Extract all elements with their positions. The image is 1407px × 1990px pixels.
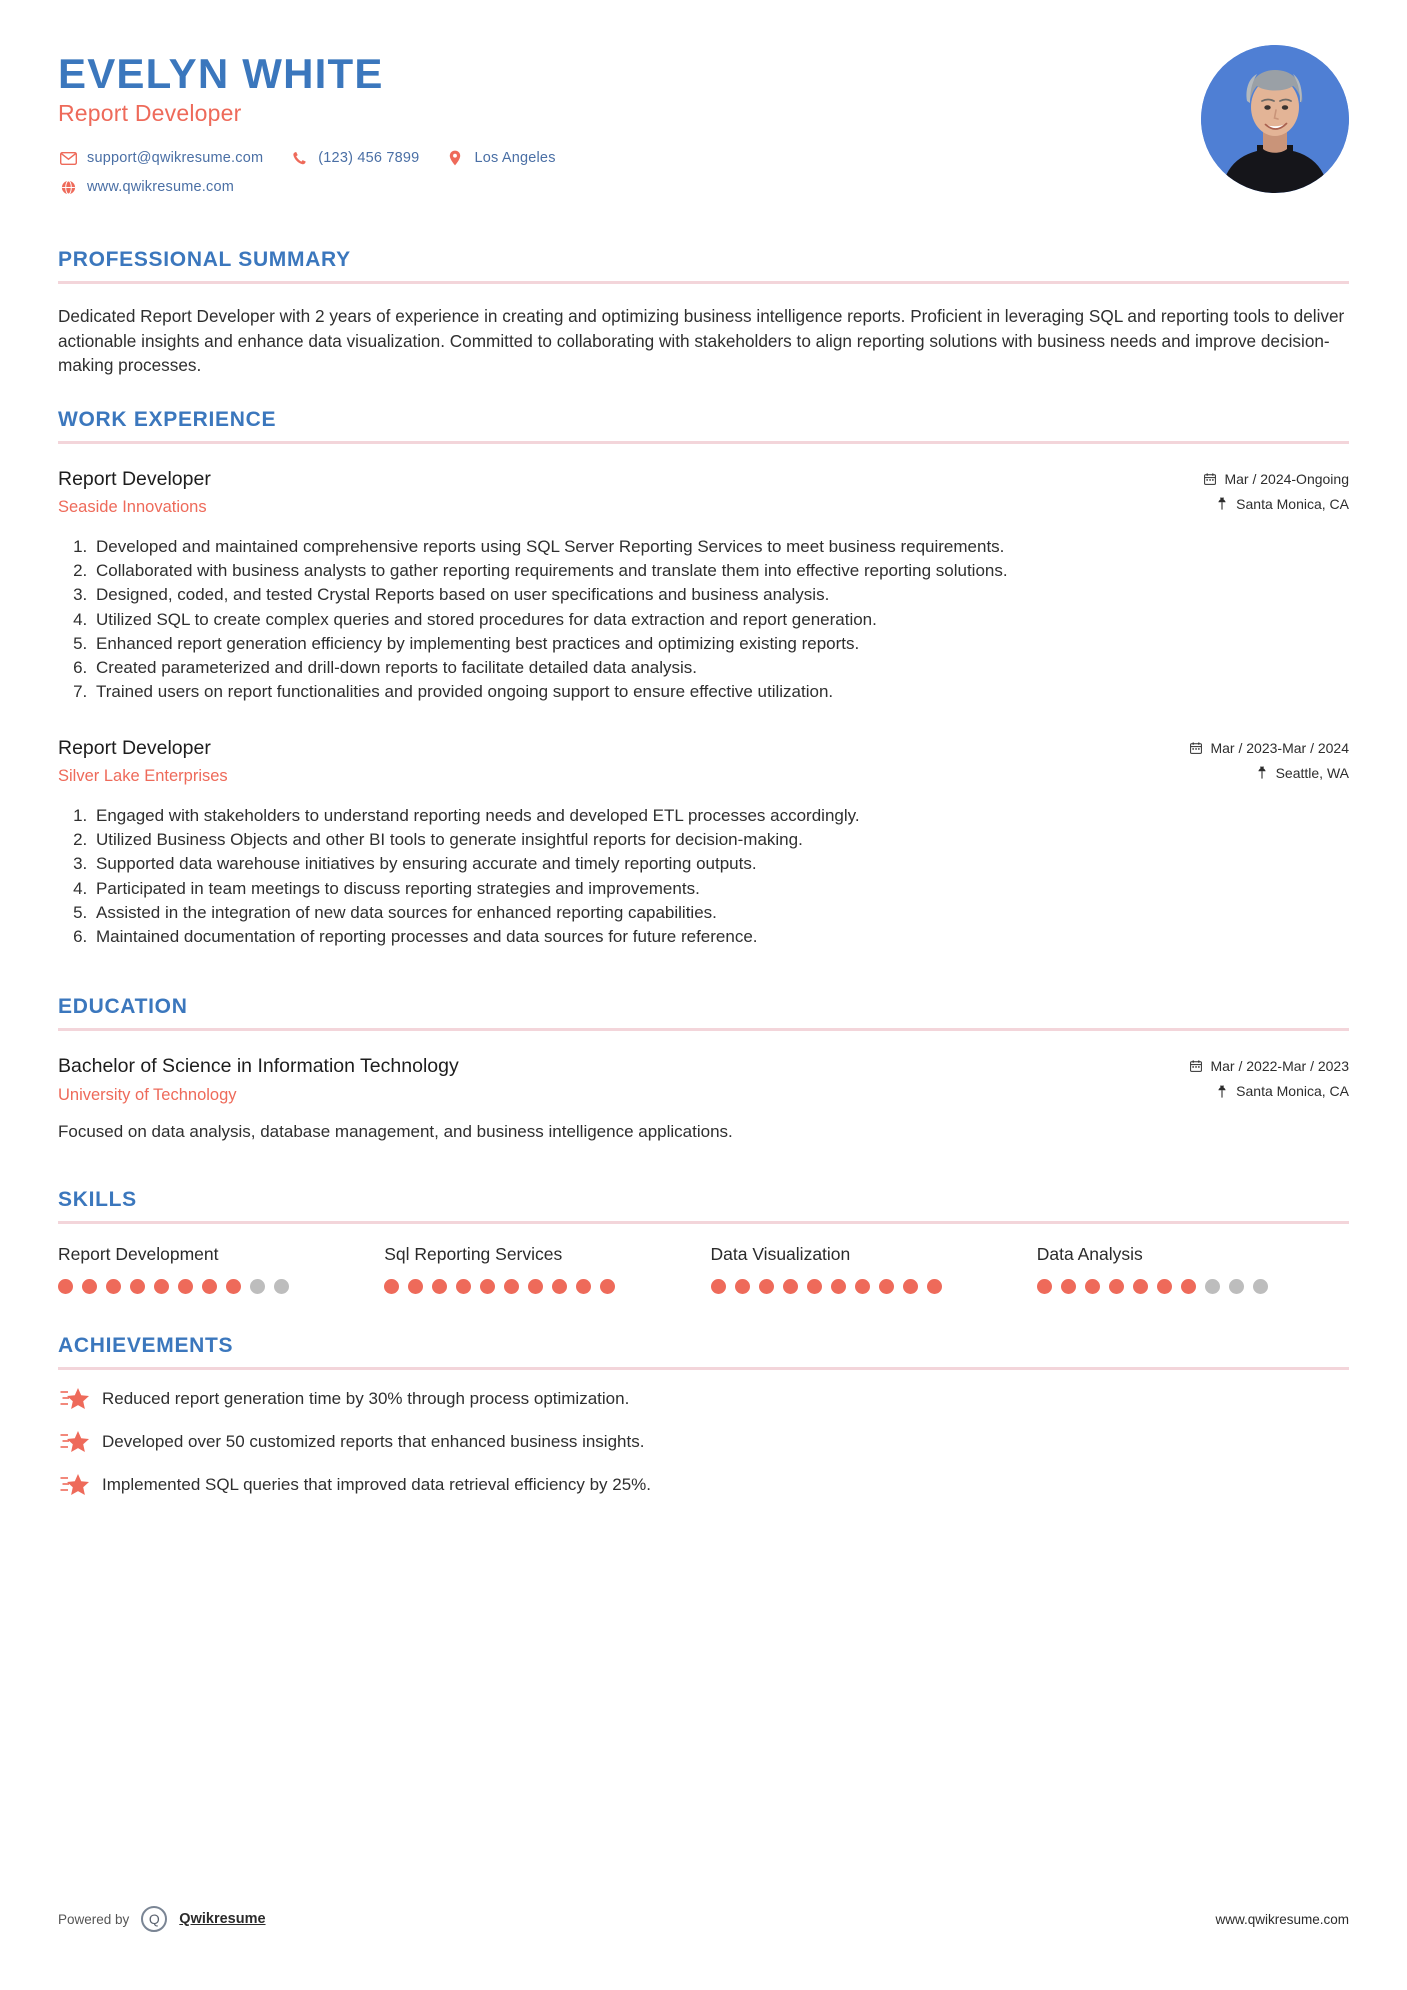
education-entry: [58, 1053, 1349, 1144]
map-pin-icon: [1255, 766, 1269, 779]
education-entry-titles: [58, 1053, 459, 1104]
skill-dot-filled: [1133, 1279, 1148, 1294]
phone-icon: [289, 150, 309, 166]
contact-website-text: www.qwikresume.com: [87, 179, 235, 196]
skill-dot-filled: [58, 1279, 73, 1294]
section-title-summary: PROFESSIONAL SUMMARY: [58, 248, 351, 272]
experience-role: Report Developer: [58, 467, 211, 490]
skill-rating: [384, 1279, 696, 1294]
skill-dot-filled: [226, 1279, 241, 1294]
experience-bullet: 6. Created parameterized and drill-down reports to facilitate detailed data analysis.: [92, 656, 1349, 680]
star-badge-icon: [58, 1386, 92, 1412]
skill-dot-filled: [1109, 1279, 1124, 1294]
skill-dot-empty: [1205, 1279, 1220, 1294]
contact-details: [58, 150, 582, 195]
experience-meta: [1203, 466, 1349, 521]
education-meta: [1189, 1053, 1349, 1108]
page-footer: [58, 1906, 1349, 1932]
skill-dot-filled: [1061, 1279, 1076, 1294]
skill-dot-filled: [879, 1279, 894, 1294]
achievement-item: [58, 1472, 1349, 1498]
summary-paragraph: Dedicated Report Developer with 2 years of experience in creating and optimizing business intelligence reports. Proficient in leveraging SQL and reporting tools to deliver actionable insights and enhance data visualization. Committed to collaborating with stakeholders to align reporting solutions with business needs and improve decision-making processes.: [58, 306, 1345, 376]
candidate-name: EVELYN WHITE: [58, 50, 384, 97]
map-pin-icon: [1215, 497, 1229, 510]
contact-phone-text: (123) 456 7899: [318, 150, 420, 167]
experience-entry-head: [58, 466, 1349, 521]
contact-row-secondary: [58, 179, 582, 195]
experience-entry-titles: [58, 466, 211, 517]
achievements-list: [58, 1386, 1349, 1498]
powered-by-label: Powered by: [58, 1911, 130, 1927]
experience-bullet: 2. Utilized Business Objects and other BI tools to generate insightful reports for decision-making.: [92, 828, 1349, 852]
contact-location: [445, 150, 555, 166]
section-divider: [58, 441, 1349, 444]
skill-dot-filled: [1157, 1279, 1172, 1294]
skill-dot-filled: [528, 1279, 543, 1294]
skill-dot-filled: [711, 1279, 726, 1294]
education-location-text: Santa Monica, CA: [1236, 1083, 1349, 1100]
skill-item: [711, 1244, 1023, 1294]
experience-location: [1203, 496, 1349, 512]
contact-row-primary: [58, 150, 582, 166]
achievement-item: [58, 1386, 1349, 1412]
skill-dot-filled: [154, 1279, 169, 1294]
skill-dot-filled: [384, 1279, 399, 1294]
skill-item: [1037, 1244, 1349, 1294]
education-dates-text: Mar / 2022-Mar / 2023: [1210, 1058, 1349, 1075]
star-badge-icon: [58, 1472, 92, 1498]
section-title-experience: WORK EXPERIENCE: [58, 407, 277, 431]
skill-dot-filled: [1085, 1279, 1100, 1294]
skill-rating: [1037, 1279, 1349, 1294]
section-divider: [58, 1028, 1349, 1031]
skill-dot-filled: [1037, 1279, 1052, 1294]
skill-dot-filled: [408, 1279, 423, 1294]
skill-dot-filled: [130, 1279, 145, 1294]
experience-bullet-list: [58, 535, 1349, 705]
experience-bullet: 3. Designed, coded, and tested Crystal Reports based on user specifications and business analysis.: [92, 583, 1349, 607]
skill-dot-filled: [202, 1279, 217, 1294]
experience-bullet: 5. Enhanced report generation efficiency by implementing best practices and optimizing existing reports.: [92, 632, 1349, 656]
experience-entry-titles: [58, 735, 228, 786]
calendar-icon: [1189, 1060, 1203, 1072]
experience-bullet-list: [58, 804, 1349, 950]
education-school: University of Technology: [58, 1085, 237, 1104]
skill-dot-filled: [855, 1279, 870, 1294]
skill-dot-empty: [1253, 1279, 1268, 1294]
skill-dot-empty: [1229, 1279, 1244, 1294]
experience-role: Report Developer: [58, 736, 211, 759]
skill-dot-filled: [106, 1279, 121, 1294]
skills-grid: [58, 1244, 1349, 1294]
skill-label: Sql Reporting Services: [384, 1244, 563, 1265]
achievement-item: [58, 1429, 1349, 1455]
contact-email-text: support@qwikresume.com: [87, 150, 264, 167]
section-divider: [58, 281, 1349, 284]
skill-item: [384, 1244, 696, 1294]
experience-company: Silver Lake Enterprises: [58, 767, 228, 786]
experience-entry: [58, 466, 1349, 705]
skill-dot-filled: [600, 1279, 615, 1294]
skill-dot-filled: [552, 1279, 567, 1294]
resume-header: [58, 45, 1349, 218]
footer-website[interactable]: www.qwikresume.com: [1215, 1911, 1349, 1927]
candidate-job-title: Report Developer: [58, 100, 242, 127]
education-location: [1189, 1083, 1349, 1099]
experience-location: [1189, 765, 1349, 781]
experience-entry: [58, 735, 1349, 950]
skill-dot-filled: [480, 1279, 495, 1294]
skill-dot-filled: [82, 1279, 97, 1294]
experience-bullet: 4. Utilized SQL to create complex queries and stored procedures for data extraction and report generation.: [92, 608, 1349, 632]
section-skills: [58, 1188, 1349, 1294]
skill-item: [58, 1244, 370, 1294]
skill-dot-filled: [735, 1279, 750, 1294]
contact-location-text: Los Angeles: [474, 150, 556, 167]
experience-location-text: Santa Monica, CA: [1236, 495, 1349, 512]
section-education: [58, 995, 1349, 1144]
skill-label: Report Development: [58, 1244, 219, 1265]
skill-dot-filled: [504, 1279, 519, 1294]
section-divider: [58, 1221, 1349, 1224]
skill-dot-filled: [456, 1279, 471, 1294]
skill-dot-filled: [759, 1279, 774, 1294]
section-title-skills: SKILLS: [58, 1188, 137, 1212]
skill-dot-filled: [432, 1279, 447, 1294]
experience-entry-head: [58, 735, 1349, 790]
experience-dates: [1189, 740, 1349, 756]
experience-bullet: 6. Maintained documentation of reporting processes and data sources for future reference.: [92, 925, 1349, 949]
qwikresume-logo-icon: Q: [141, 1906, 167, 1932]
experience-bullet: 3. Supported data warehouse initiatives by ensuring accurate and timely reporting outputs.: [92, 852, 1349, 876]
contact-website[interactable]: [58, 179, 234, 195]
location-pin-icon: [445, 150, 465, 166]
skill-label: Data Visualization: [710, 1244, 851, 1265]
experience-company: Seaside Innovations: [58, 497, 207, 516]
skill-dot-filled: [807, 1279, 822, 1294]
experience-location-text: Seattle, WA: [1275, 764, 1349, 781]
skill-rating: [711, 1279, 1023, 1294]
envelope-icon: [58, 150, 78, 166]
experience-meta: [1189, 735, 1349, 790]
achievement-text: Reduced report generation time by 30% through process optimization.: [102, 1389, 630, 1409]
experience-dates-text: Mar / 2023-Mar / 2024: [1210, 739, 1349, 756]
section-professional-summary: [58, 248, 1349, 377]
achievement-text: Developed over 50 customized reports that enhanced business insights.: [102, 1432, 645, 1452]
education-dates: [1189, 1058, 1349, 1074]
experience-bullet: 1. Developed and maintained comprehensive reports using SQL Server Reporting Services to meet business requirements.: [92, 535, 1349, 559]
experience-bullet: 7. Trained users on report functionalities and provided ongoing support to ensure effective utilization.: [92, 680, 1349, 704]
experience-dates: [1203, 471, 1349, 487]
skill-dot-filled: [576, 1279, 591, 1294]
skill-label: Data Analysis: [1036, 1244, 1143, 1265]
section-work-experience: [58, 408, 1349, 950]
experience-bullet: 4. Participated in team meetings to discuss reporting strategies and improvements.: [92, 877, 1349, 901]
header-identity-block: [58, 45, 582, 208]
experience-dates-text: Mar / 2024-Ongoing: [1224, 470, 1349, 487]
achievement-text: Implemented SQL queries that improved data retrieval efficiency by 25%.: [102, 1475, 652, 1495]
calendar-icon: [1203, 473, 1217, 485]
section-achievements: [58, 1334, 1349, 1498]
skill-dot-empty: [250, 1279, 265, 1294]
brand-link[interactable]: Qwikresume: [179, 1911, 266, 1927]
section-title-achievements: ACHIEVEMENTS: [58, 1334, 234, 1358]
calendar-icon: [1189, 742, 1203, 754]
education-degree: Bachelor of Science in Information Technology: [58, 1055, 459, 1078]
globe-icon: [58, 179, 78, 195]
section-title-education: EDUCATION: [58, 995, 188, 1019]
contact-email[interactable]: [58, 150, 263, 166]
skill-dot-empty: [274, 1279, 289, 1294]
experience-bullet: 5. Assisted in the integration of new data sources for enhanced reporting capabilities.: [92, 901, 1349, 925]
contact-phone[interactable]: [289, 150, 419, 166]
skill-dot-filled: [783, 1279, 798, 1294]
experience-bullet: 2. Collaborated with business analysts to gather reporting requirements and translate them into effective reporting solutions.: [92, 559, 1349, 583]
section-divider: [58, 1367, 1349, 1370]
avatar: [1201, 45, 1349, 193]
skill-dot-filled: [831, 1279, 846, 1294]
skill-dot-filled: [927, 1279, 942, 1294]
skill-dot-filled: [1181, 1279, 1196, 1294]
experience-bullet: 1. Engaged with stakeholders to understand reporting needs and developed ETL processes accordingly.: [92, 804, 1349, 828]
map-pin-icon: [1215, 1085, 1229, 1098]
education-description: Focused on data analysis, database management, and business intelligence applications.: [58, 1122, 733, 1142]
footer-brand-block: [58, 1906, 266, 1932]
skill-dot-filled: [903, 1279, 918, 1294]
skill-rating: [58, 1279, 370, 1294]
skill-dot-filled: [178, 1279, 193, 1294]
education-entry-head: [58, 1053, 1349, 1108]
star-badge-icon: [58, 1429, 92, 1455]
